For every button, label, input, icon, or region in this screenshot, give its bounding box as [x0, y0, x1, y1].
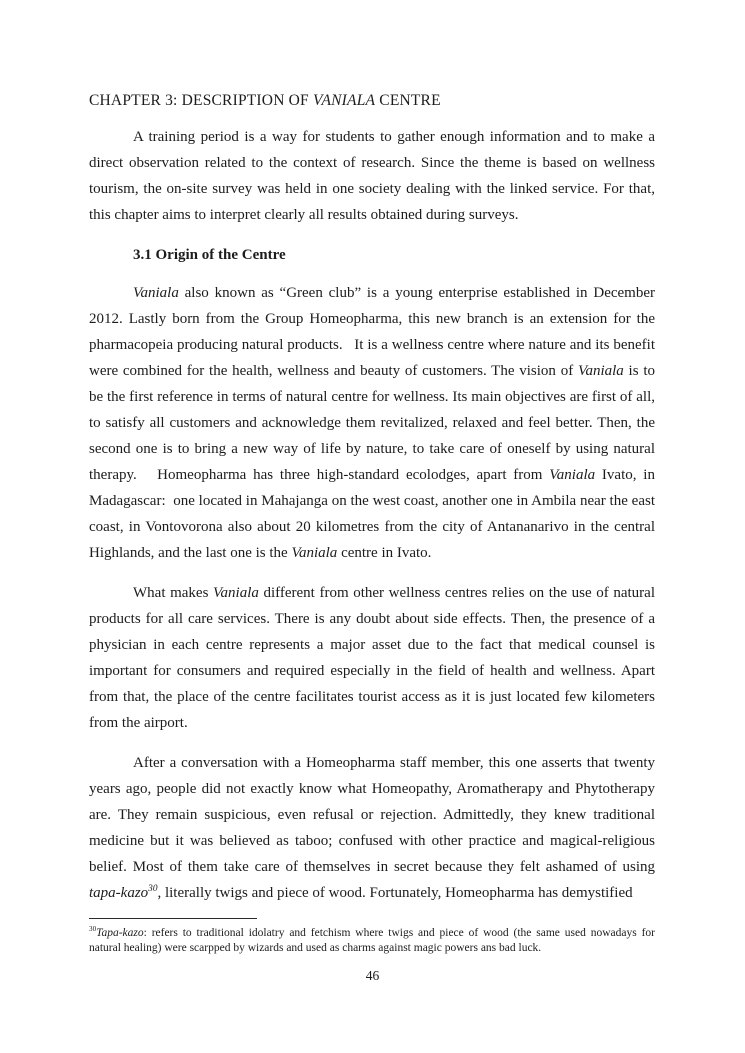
- paragraph-intro: A training period is a way for students to gather enough information and to make a direct observation related to the context of research. Since the theme is based on wellness tourism, the on-site survey was held in one society dealing with the linked service. For that, this chapter aims to interpret clearly all results obtained during surveys.: [89, 129, 655, 223]
- footnote: $^{30}$Tapa-kazo: refers to traditional idolatry and fetchism where twigs and piece of wood (the same used nowadays for natural healing) were scarpped by wizards and used as charms against magic powers ans bad luck.: [89, 925, 655, 954]
- paragraph-staff-conversation: After a conversation with a Homeopharma staff member, this one asserts that twenty years ago, people did not exactly know what Homeopathy, Aromatherapy and Phytotherapy are. They remain suspicious, even refusal or rejection. Admittedly, they knew traditional medicine but it was believed as taboo; confused with other practice and magical-religious belief. Most of them take care of themselves in secret because they felt ashamed of using tapa-kazo$^{30}$, literally twigs and piece of wood. Fortunately, Homeopharma has demystified: [89, 755, 655, 901]
- chapter-heading: CHAPTER 3: DESCRIPTION OF VANIALA CENTRE: [89, 92, 441, 109]
- paragraph-differentiators: What makes Vaniala different from other wellness centres relies on the use of natural products for all care services. There is any doubt about side effects. Then, the presence of a physician in each centre represents a major asset due to the fact that medical counsel is important for consumers and required especially in the field of health and wellness. Apart from that, the place of the centre facilitates tourist access as it is just located few kilometers from the airport.: [89, 585, 655, 731]
- section-heading: 3.1 Origin of the Centre: [133, 247, 286, 263]
- footnote-area: [89, 918, 655, 955]
- footnote-separator: [89, 918, 257, 919]
- page-number: 46: [365, 968, 380, 983]
- page-content: [89, 88, 655, 906]
- paragraph-origin: Vaniala also known as “Green club” is a young enterprise established in December 2012. Lastly born from the Group Homeopharma, this new branch is an extension for the pharmacopeia producing natural products. It is a wellness centre where nature and its benefit were combined for the health, wellness and beauty of customers. The vision of Vaniala is to be the first reference in terms of natural centre for wellness. Its main objectives are first of all, to satisfy all customers and acknowledge them revitalized, relaxed and feel better. Then, the second one is to bring a new way of life by nature, to take care of oneself by using natural therapy. Homeopharma has three high-standard ecolodges, apart from Vaniala Ivato, in Madagascar: one located in Mahajanga on the west coast, another one in Ambila near the east coast, in Vontovorona also about 20 kilometres from the city of Antananarivo in the central Highlands, and the last one is the Vaniala centre in Ivato.: [89, 285, 655, 561]
